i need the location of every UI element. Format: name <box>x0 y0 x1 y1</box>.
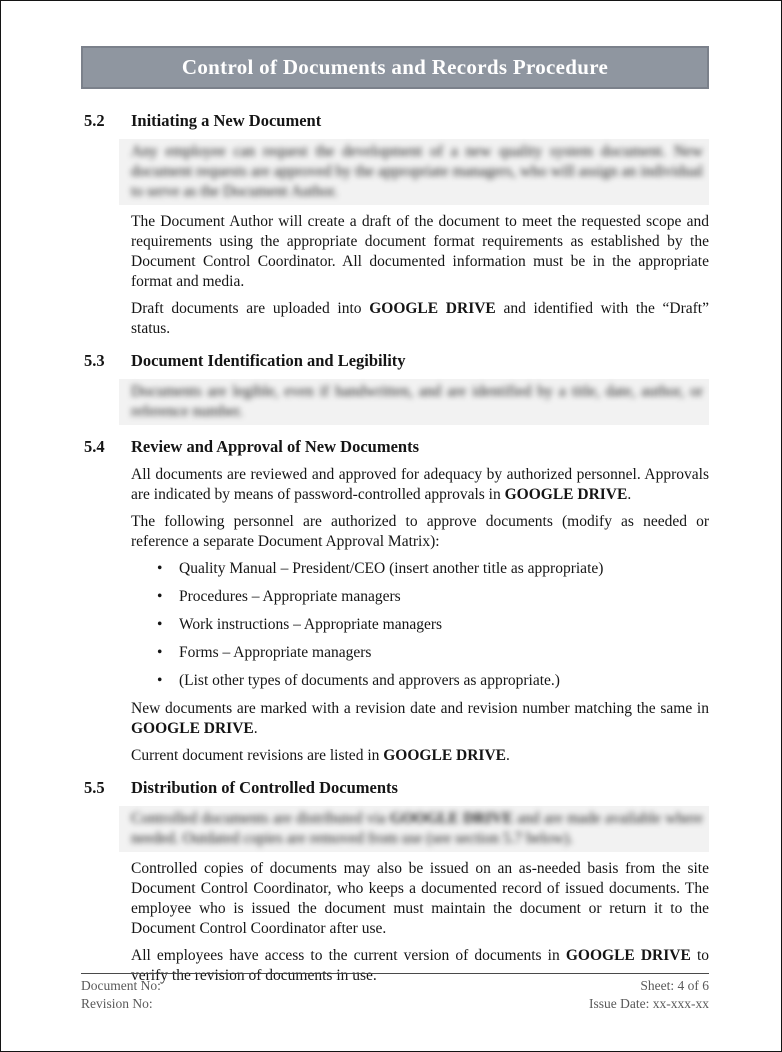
bullet-item <box>81 615 709 635</box>
paragraph-5-4-a: All documents are reviewed and approved for adequacy by authorized personnel. Approvals are indicated by means of password-controlled approvals in GOOGLE DRIVE. <box>131 466 709 503</box>
bullet-icon: • <box>157 588 163 605</box>
bullet-item <box>81 671 709 691</box>
paragraph-5-4-d: Current document revisions are listed in GOOGLE DRIVE. <box>131 747 510 764</box>
section-title-5-2: Initiating a New Document <box>131 111 322 130</box>
redacted-paragraph-5-3 <box>119 379 709 425</box>
redacted-paragraph-5-2 <box>119 139 709 205</box>
paragraph-5-5-a: Controlled copies of documents may also be issued on an as-needed basis from the site Document Control Coordinator, who keeps a documented record of issued documents. The employee who is issued the document must maintain the document or return it to the Document Control Coordinator after use. <box>131 860 709 937</box>
issue-date: Issue Date: xx-xxx-xx <box>589 996 709 1011</box>
redacted-paragraph-5-5 <box>119 806 709 852</box>
paragraph-5-4-c: New documents are marked with a revision date and revision number matching the same in GOOGLE DRIVE. <box>131 700 709 737</box>
bullet-text: Work instructions – Appropriate managers <box>179 616 443 633</box>
paragraph-5-5-b: All employees have access to the current version of documents in GOOGLE DRIVE to verify the revision of documents in use. <box>131 947 710 984</box>
bullet-icon: • <box>157 644 163 661</box>
section-title-5-3: Document Identification and Legibility <box>131 351 406 370</box>
footer-left-column <box>81 977 161 1013</box>
section-heading-5-5 <box>81 778 709 798</box>
redacted-text: Controlled documents are distributed via GOOGLE DRIVE and are made available where needed. Outdated copies are removed from use (see section 5.7 below). <box>131 810 704 847</box>
document-no-label: Document No: <box>81 978 161 993</box>
bullet-text: Procedures – Appropriate managers <box>179 588 401 605</box>
page-title: Control of Documents and Records Procedure <box>181 55 609 79</box>
sheet-number: Sheet: 4 of 6 <box>640 978 709 993</box>
section-number-5-5: 5.5 <box>84 778 105 797</box>
section-title-5-5: Distribution of Controlled Documents <box>131 778 398 797</box>
redacted-text: Documents are legible, even if handwritten, and are identified by a title, date, author, or reference number. <box>131 383 703 420</box>
bullet-item <box>81 587 709 607</box>
footer-right-column <box>589 977 709 1013</box>
bullet-item <box>81 559 709 579</box>
document-title-banner <box>81 46 709 89</box>
section-title-5-4: Review and Approval of New Documents <box>131 437 419 456</box>
bullet-icon: • <box>157 560 163 577</box>
bullet-icon: • <box>157 672 163 689</box>
revision-no-label: Revision No: <box>81 996 153 1011</box>
paragraph-5-2-a: The Document Author will create a draft of the document to meet the requested scope and requirements using the appropriate document format requirements as established by the Document Control Coordinator. All documented information must be in the appropriate format and media. <box>131 213 709 290</box>
bullet-icon: • <box>157 616 163 633</box>
section-heading-5-4 <box>81 437 709 457</box>
section-number-5-2: 5.2 <box>84 111 105 130</box>
approver-bullet-list <box>81 559 709 691</box>
paragraph-5-2-b: Draft documents are uploaded into GOOGLE DRIVE and identified with the “Draft” status. <box>131 300 709 337</box>
section-number-5-3: 5.3 <box>84 351 105 370</box>
section-heading-5-3 <box>81 351 709 371</box>
section-heading-5-2 <box>81 111 709 131</box>
section-number-5-4: 5.4 <box>84 437 105 456</box>
bullet-text: Forms – Appropriate managers <box>179 644 372 661</box>
bullet-text: Quality Manual – President/CEO (insert another title as appropriate) <box>179 560 604 577</box>
bullet-item <box>81 643 709 663</box>
redacted-text: Any employee can request the development of a new quality system document. New document requests are approved by the appropriate managers, who will assign an individual to serve as the Document Author. <box>131 143 703 200</box>
document-body <box>81 111 709 993</box>
paragraph-5-4-b: The following personnel are authorized to approve documents (modify as needed or reference a separate Document Approval Matrix): <box>131 513 709 550</box>
page-footer <box>81 973 709 1013</box>
bullet-text: (List other types of documents and approvers as appropriate.) <box>179 672 560 689</box>
